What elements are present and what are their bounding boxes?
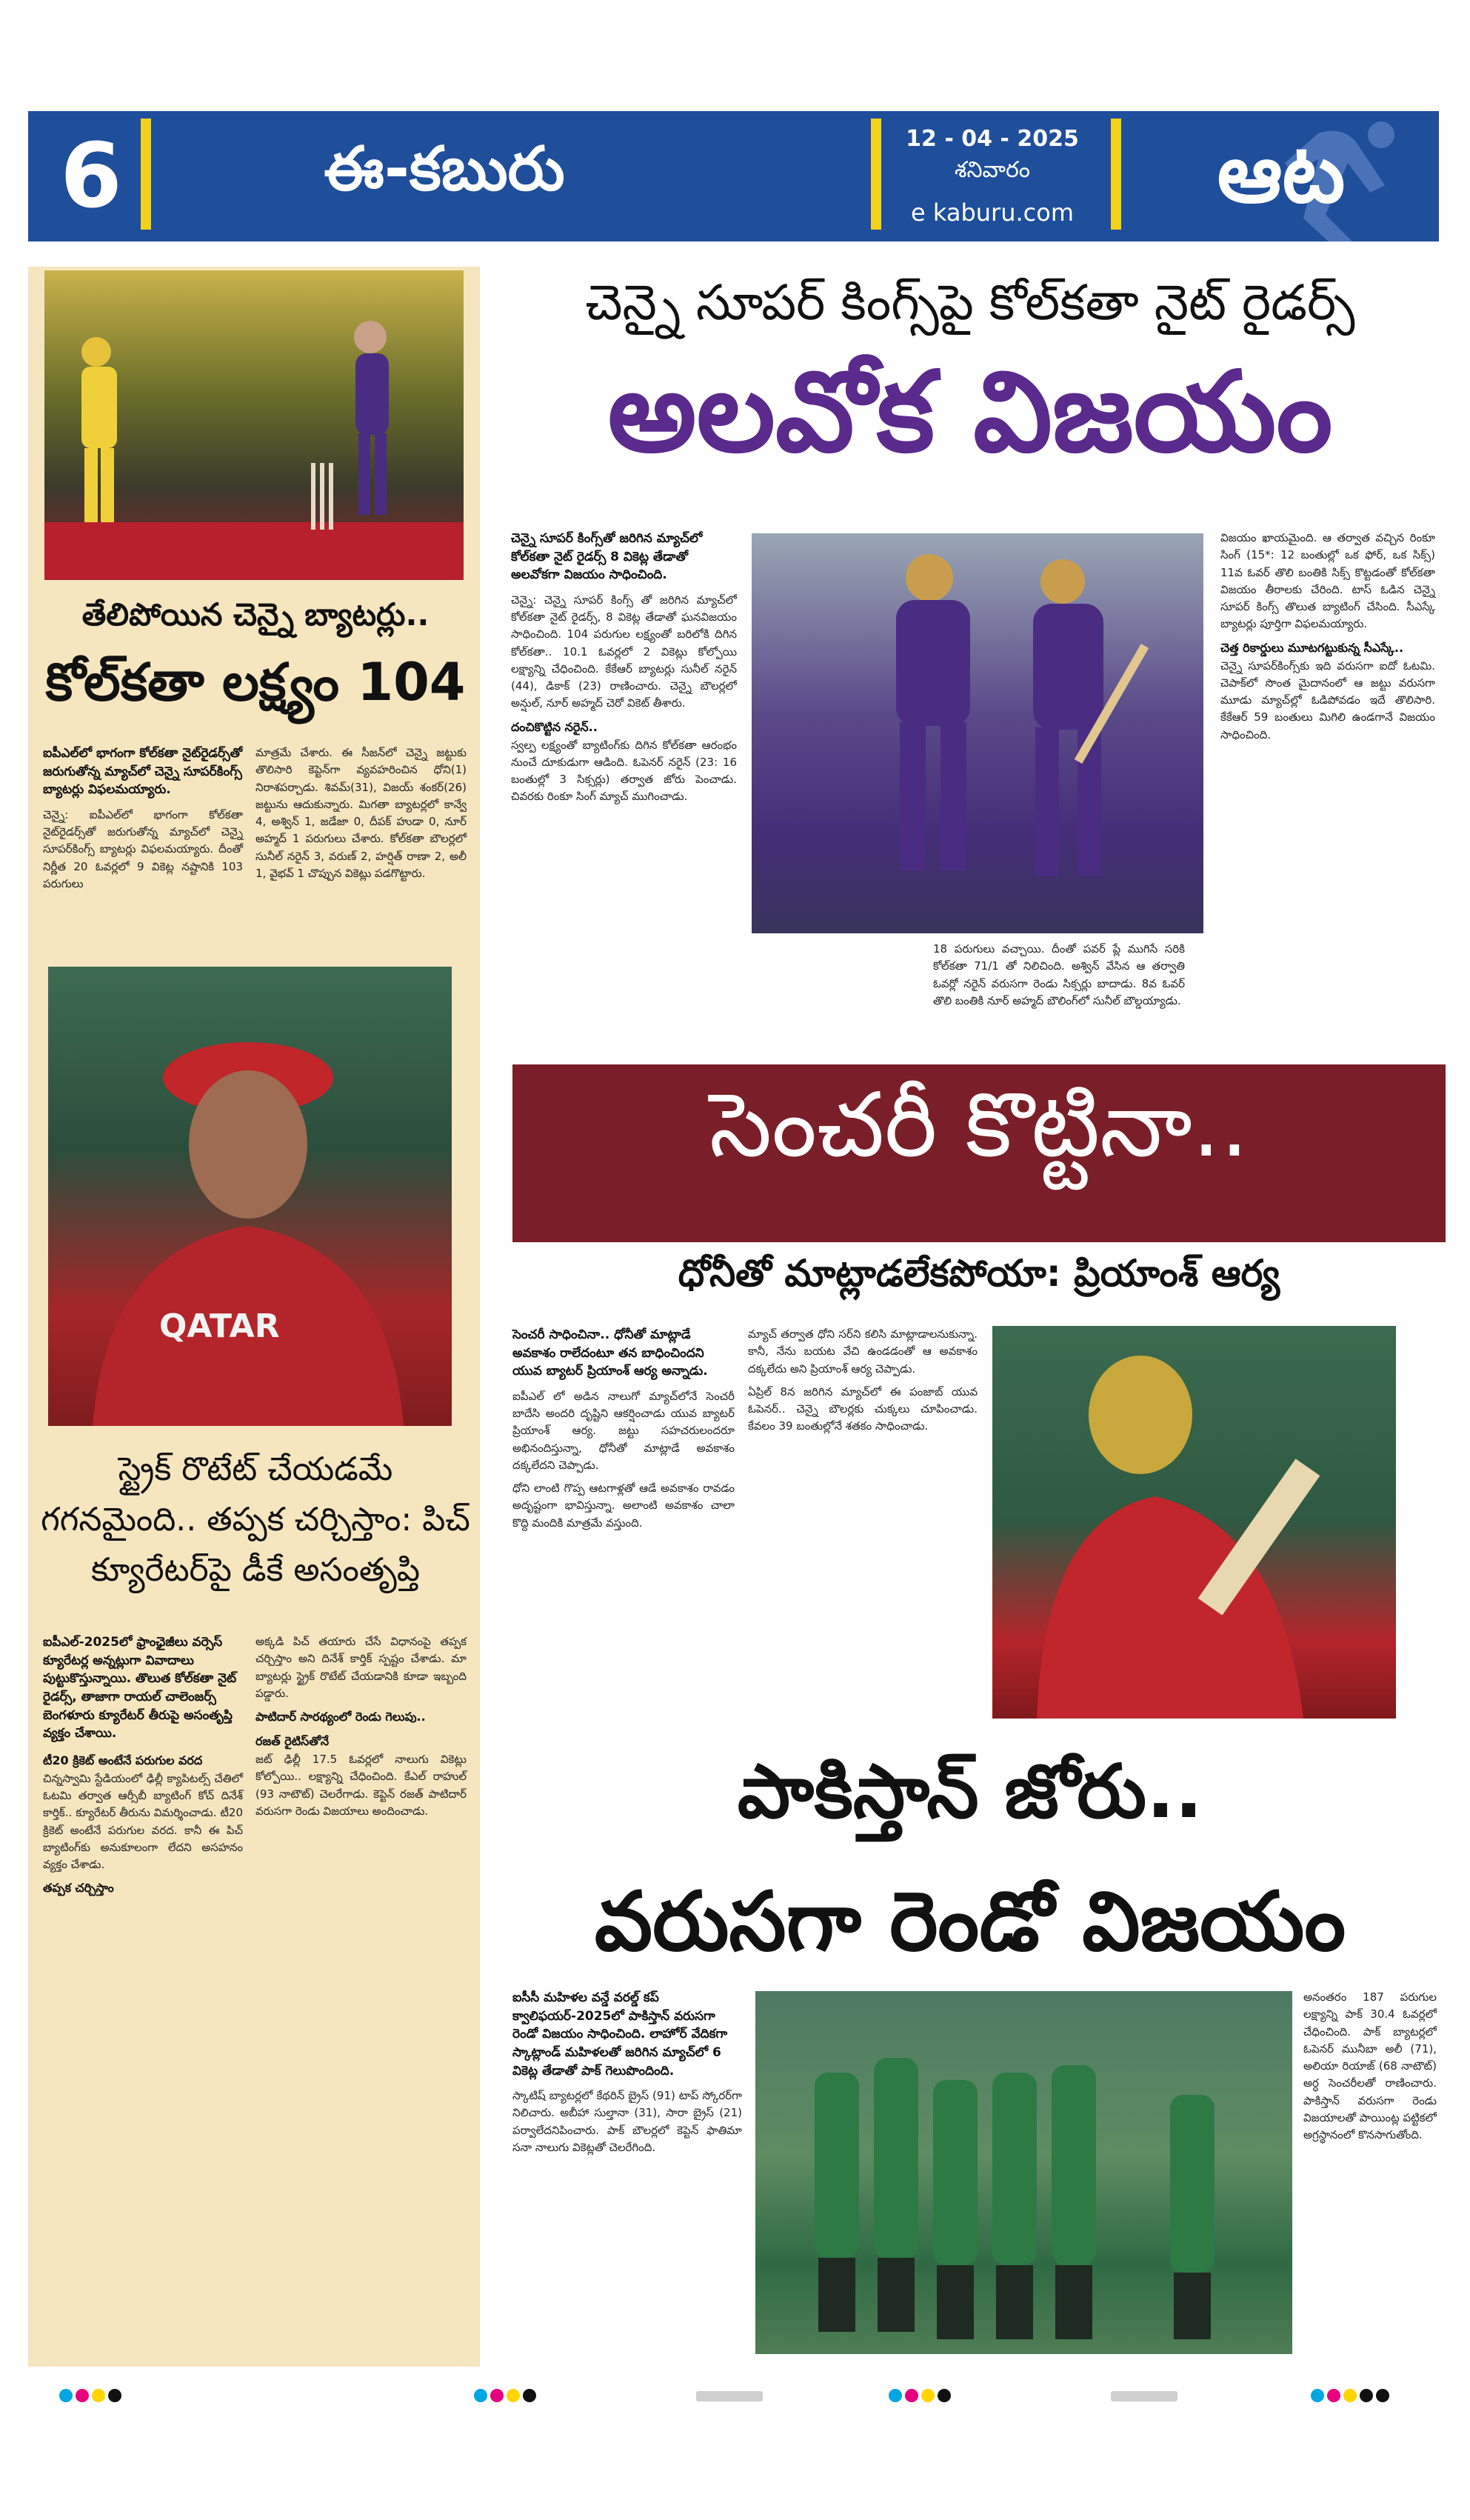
cricket-photo-csk-kkr bbox=[44, 270, 464, 580]
main-story-col3 bbox=[1220, 530, 1435, 744]
issue-date: 12 - 04 - 2025 bbox=[906, 126, 1079, 152]
sidebar-story2-col1 bbox=[43, 1633, 243, 1898]
pakistan-body-cont: అనంతరం 187 పరుగుల లక్ష్యాన్ని పాక్ 30.4 ఓవర్లలో చేధించింది. పాక్ బ్యాటర్లలో ఓపెనర్ మునీబా అలీ (71), అలియా రియాజ్ (68 నాటౌట్) అర్ధ సెంచరీలతో రాణించారు. పాకిస్తాన్ వరుసగా రెండు విజయాలతో పాయింట్ల పట్టికలో అగ్రస్థానంలో కొనసాగుతోంది. bbox=[1303, 1990, 1437, 2141]
sidebar-story2-headline: స్ట్రైక్ రొటేట్ చేయడమే గగనమైంది.. తప్పక చర్చిస్తాం: పిచ్ క్యూరేటర్‌పై డీకే అసంతృప్తి bbox=[41, 1450, 470, 1590]
priyansh-arya-photo bbox=[992, 1326, 1396, 1719]
dinesh-karthik-photo bbox=[48, 967, 452, 1426]
century-subhead: ధోనీతో మాట్లాడలేకపోయా: ప్రియాంశ్ ఆర్య bbox=[678, 1252, 1280, 1295]
main-story-kicker: చెన్నై సూపర్ కింగ్స్‌పై కోల్‌కతా నైట్ రైడర్స్ bbox=[585, 274, 1355, 331]
century-body-cont: మ్యాచ్ తర్వాత ధోని సర్‌ని కలిసి మాట్లాడాలనుకున్నా. కానీ, నేను బయట వేచి ఉండడంతో ఆ అవకాశం దక్కలేదు అని ప్రియాంశ్ ఆర్య చెప్పాడు. bbox=[748, 1327, 978, 1376]
sidebar-story1-headline-score: కోల్‌కతా లక్ష్యం 104 bbox=[45, 652, 466, 713]
section-title: ఆట bbox=[1217, 126, 1346, 221]
century-lead: సెంచరీ సాధించినా.. ధోనీతో మాట్లాడే అవకాశం రాలేదంటూ తన బాధించిందని యువ బ్యాటర్ ప్రియాంశ్ ఆర్య అన్నాడు. bbox=[512, 1327, 708, 1379]
sidebar-story2-subhead: తప్పక చర్చిస్తాం bbox=[43, 1881, 114, 1896]
sidebar-story1-col1 bbox=[43, 744, 243, 893]
main-story-body: చెన్నై: చెన్నై సూపర్ కింగ్స్ తో జరిగిన మ్యాచ్‌లో కోల్‌కతా నైట్ రైడర్స్, 8 వికెట్ల తేడాతో ఘనవిజయం సాధించింది. 104 పరుగుల లక్ష్యంతో బరిలోకి దిగిన కోల్‌కతా.. 10.1 ఓవర్లలో 2 వికెట్లు కోల్పోయి లక్ష్యాన్ని చేధించింది. కేకేఆర్ బ్యాటర్లు సునీల్ నరైన్ (44), డికాక్ (23) రాణించారు. చెన్నై బౌలర్లలో అన్షుల్, నూర్ అహ్మద్ చెరో వికెట్ తీశారు. bbox=[511, 593, 737, 710]
sidebar-story2-body: చిన్నస్వామి స్టేడియంలో ఢిల్లీ క్యాపిటల్స్ చేతిలో ఓటమి తర్వాత ఆర్సీబీ బ్యాటింగ్ కోచ్ దినేశ్ కార్తిక్.. క్యూరేటర్ తీరును విమర్శించాడు. టీ20 క్రికెట్ అంటేనే పరుగుల వరద. కానీ ఈ పిచ్ బ్యాటింగ్‌కు అనుకూలంగా లేదని అసహనం వ్యక్తం చేశాడు. bbox=[43, 1771, 243, 1872]
print-registration-marks bbox=[0, 2389, 1470, 2411]
pakistan-col2 bbox=[1303, 1989, 1437, 2144]
section-logo bbox=[1133, 111, 1439, 241]
sidebar-story1-body-cont: మాత్రమే చేశారు. ఈ సీజన్‌లో చెన్నై జట్టుకు తొలిసారి కెప్టెన్‌గా వ్యవహరించిన ధోని(1) నిరాశపర్చాడు. శివమ్(31), విజయ్ శంకర్(26) జట్టును ఆదుకున్నారు. మిగతా బ్యాటర్లలో కాన్వే 4, అశ్విన్ 1, జడేజా 0, దీపక్ హుడా 0, నూర్ అహ్మద్ 1 పరుగులు చేశారు. కోల్‌కతా బౌలర్లలో సునీల్ నరైన్ 3, వరుణ్ 2, హర్షిత్ రాణా 2, అలీ 1, వైభవ్ 1 చొప్పున వికెట్లు పడగొట్టారు. bbox=[255, 746, 467, 880]
svg-text:QATAR: QATAR bbox=[159, 1307, 280, 1345]
main-story-body: స్వల్ప లక్ష్యంతో బ్యాటింగ్‌కు దిగిన కోల్‌కతా ఆరంభం నుంచే దూకుడుగా ఆడింది. ఓపెనర్ నరైన్ (23: 16 బంతుల్లో 3 సిక్సర్లు) తర్వాత జోరు పెంచాడు. చివరకు రింకూ సింగ్ మ్యాచ్ ముగించాడు. bbox=[511, 738, 737, 804]
main-story-body-cont: చెన్నై సూపర్‌కింగ్స్‌కు ఇది వరుసగా ఐదో ఓటమి. చెపాక్‌లో సొంత మైదానంలో ఆ జట్టు వరుసగా మూడు మ్యాచ్‌ల్లో ఓడిపోవడం ఇదే తొలిసారి. కేకేఆర్ 59 బంతులు మిగిలి ఉండగానే విజయం సాధించింది. bbox=[1220, 659, 1435, 741]
sidebar-story2-body-cont: అక్కడి పిచ్ తయారు చేసే విధానంపై తప్పక చర్చిస్తాం అని దినేశ్ కార్తిక్ స్పష్టం చేశాడు. మా బ్యాటర్లు స్ట్రైక్ రొటేట్ చేయడానికి కూడా ఇబ్బంది పడ్డారు. bbox=[255, 1635, 467, 1700]
pakistan-lead: ఐసీసీ మహిళల వన్డే వరల్డ్ కప్ క్వాలిఫయర్-2025లో పాకిస్తాన్ వరుసగా రెండో విజయం సాధించింది. లాహోర్ వేదికగా స్కాట్లాండ్ మహిళలతో జరిగిన మ్యాచ్‌లో 6 వికెట్ల తేడాతో పాక్ గెలుపొందింది. bbox=[512, 1990, 728, 2079]
sidebar-story2-subhead: టీ20 క్రికెట్ అంటేనే పరుగుల వరద bbox=[43, 1753, 203, 1767]
main-story-col2 bbox=[933, 941, 1185, 1010]
pakistan-headline: పాకిస్తాన్ జోరు.. bbox=[737, 1748, 1203, 1835]
sidebar-story2-subhead: రజత్ రైటిస్‌తోనే bbox=[255, 1734, 330, 1748]
website-link[interactable]: e kaburu.com bbox=[911, 199, 1074, 227]
bowler-figure bbox=[44, 270, 464, 580]
batter-raising-bat bbox=[992, 1326, 1396, 1719]
sidebar-story1-lead: ఐపీఎల్‌లో భాగంగా కోల్‌కతా నైట్‌రైడర్స్‌తో జరుగుతోన్న మ్యాచ్‌లో చెన్నై సూపర్‌కింగ్స్ బ్యాటర్లు విఫలమయ్యారు. bbox=[43, 746, 243, 798]
pakistan-body: స్కాటిష్ బ్యాటర్లలో కేథరిన్ బ్రైస్ (91) టాప్ స్కోరర్‌గా నిలిచారు. అబీహా సుల్తానా (31), సారా బ్రైస్ (21) పర్వాలేదనిపించారు. పాక్ బౌలర్లలో కెప్టెన్ ఫాతిమా సనా నాలుగు వికెట్లతో చెలరేగింది. bbox=[512, 2089, 742, 2154]
pakistan-team-photo bbox=[755, 1991, 1292, 2354]
sidebar-story2-lead: ఐపీఎల్-2025లో ఫ్రాంఛైజీలు వర్సెస్ క్యూరేటర్ల అన్నట్లుగా వివాదాలు పుట్టుకొస్తున్నాయి. తొలుత కోల్‌కతా నైట్ రైడర్స్, తాజాగా రాయల్ చాలెంజర్స్ బెంగళూరు క్యూరేటర్ తీరుపై అసంతృప్తి వ్యక్తం చేశాయి. bbox=[43, 1635, 237, 1741]
main-story-subhead: చెత్త రికార్డులు మూటగట్టుకున్న సీఎస్కే.. bbox=[1220, 640, 1404, 655]
team-huddle bbox=[755, 1991, 1292, 2354]
main-story-body-cont: విజయం ఖాయమైంది. ఆ తర్వాత వచ్చిన రింకూ సింగ్ (15*: 12 బంతుల్లో ఒక ఫోర్, ఒక సిక్స్) 11వ ఓవర్ తొలి బంతికి సిక్స్ కొట్టడంతో కోల్‌కతా విజయం తీరాలకు చేరింది. టాస్ ఓడిన చెన్నై సూపర్ కింగ్స్ తొలుత బ్యాటింగ్ చేసింది. సీఎస్కే బ్యాటర్లు పూర్తిగా విఫలమయ్యారు. bbox=[1220, 531, 1435, 631]
century-col2 bbox=[748, 1326, 978, 1436]
main-story-headline: అలవోక విజయం bbox=[607, 348, 1333, 477]
issue-day: శనివారం bbox=[955, 157, 1030, 183]
main-story-col1 bbox=[511, 530, 737, 806]
header-divider bbox=[1111, 119, 1121, 230]
century-body: ఐపీఎల్ లో అడిన నాలుగో మ్యాచ్‌లోనే సెంచరీ బాదేసి అందరి దృష్టిని ఆకర్షించాడు యువ బ్యాటర్ ప్రియాంశ్ ఆర్య. జట్టు సహచరులందరూ అభినందిస్తున్నా, ధోనీతో మాట్లాడే అవకాశం దక్కలేదని చెప్పాడు. bbox=[512, 1389, 735, 1472]
century-col1 bbox=[512, 1326, 735, 1532]
masthead-brand: ఈ-కబురు bbox=[324, 133, 565, 204]
main-story-lead: చెన్నై సూపర్ కింగ్స్‌తో జరిగిన మ్యాచ్‌లో కోల్‌కతా నైట్ రైడర్స్ 8 వికెట్ల తేడాతో అలవోకగా విజయం సాధించింది. bbox=[511, 531, 703, 583]
batters-celebrating bbox=[752, 533, 1203, 933]
sidebar-story2-subhead: పాటిదార్ సారథ్యంలో రెండు గెలుపు.. bbox=[255, 1710, 426, 1724]
kkr-batters-photo bbox=[752, 533, 1203, 933]
century-body: ధోని లాంటి గొప్ప ఆటగాళ్లతో ఆడే అవకాశం రావడం అదృష్టంగా భావిస్తున్నా. అలాంటి అవకాశం చాలా కొద్ది మందికి మాత్రమే వస్తుంది. bbox=[512, 1481, 735, 1530]
page-number: 6 bbox=[60, 124, 122, 228]
sidebar-story1-col2 bbox=[255, 744, 467, 882]
sidebar-story1-body: చెన్నై: ఐపీఎల్‌లో భాగంగా కోల్‌కతా నైట్‌రైడర్స్‌తో జరుగుతోన్న మ్యాచ్‌లో చెన్నై సూపర్‌కింగ్స్ బ్యాటర్లు విఫలమయ్యారు. దీంతో నిర్ణీత 20 ఓవర్లలో 9 వికెట్ల నష్టానికి 103 పరుగులు bbox=[43, 807, 243, 890]
sidebar-story2-body-cont: జట్ ఢిల్లీ 17.5 ఓవర్లలో నాలుగు వికెట్లు కోల్పోయి.. లక్ష్యాన్ని చేధించింది. కేఎల్ రాహుల్ (93 నాటౌట్) చెలరేగాడు. కెప్టెన్ రజత్ పాటిదార్ వరుసగా రెండు విజయాలు అందించాడు. bbox=[255, 1753, 467, 1818]
main-story-body-cont: 18 పరుగులు వచ్చాయి. దీంతో పవర్ ప్లే ముగిసే సరికి కోల్‌కతా 71/1 తో నిలిచింది. అశ్విన్ వేసిన ఆ తర్వాతి ఓవర్లో నరైన్ వరుసగా రెండు సిక్సర్లు బాదాడు. 8వ ఓవర్ తొలి బంతికి నూర్ అహ్మద్ బౌలింగ్‌లో సునీల్ బౌల్డయ్యాడు. bbox=[933, 942, 1185, 1007]
sidebar-story2-col2 bbox=[255, 1633, 467, 1820]
header-divider bbox=[141, 119, 151, 230]
player-portrait bbox=[48, 967, 452, 1426]
header-divider bbox=[871, 119, 881, 230]
main-story-subhead: దంచికొట్టిన నరైన్.. bbox=[511, 719, 598, 734]
sidebar-story1-headline: తేలిపోయిన చెన్నై బ్యాటర్లు.. bbox=[81, 596, 430, 633]
century-body-cont: ఏప్రిల్ 8న జరిగిన మ్యాచ్‌లో ఈ పంజాబ్ యువ ఓపెనర్.. చెన్నై బౌలర్లకు చుక్కలు చూపించాడు. కేవలం 39 బంతుల్లోనే శతకం సాధించాడు. bbox=[748, 1384, 978, 1433]
pakistan-headline-line2: వరుసగా రెండో విజయం bbox=[594, 1874, 1346, 1969]
pakistan-col1 bbox=[512, 1989, 742, 2156]
century-headline: సెంచరీ కొట్టినా.. bbox=[709, 1074, 1249, 1177]
